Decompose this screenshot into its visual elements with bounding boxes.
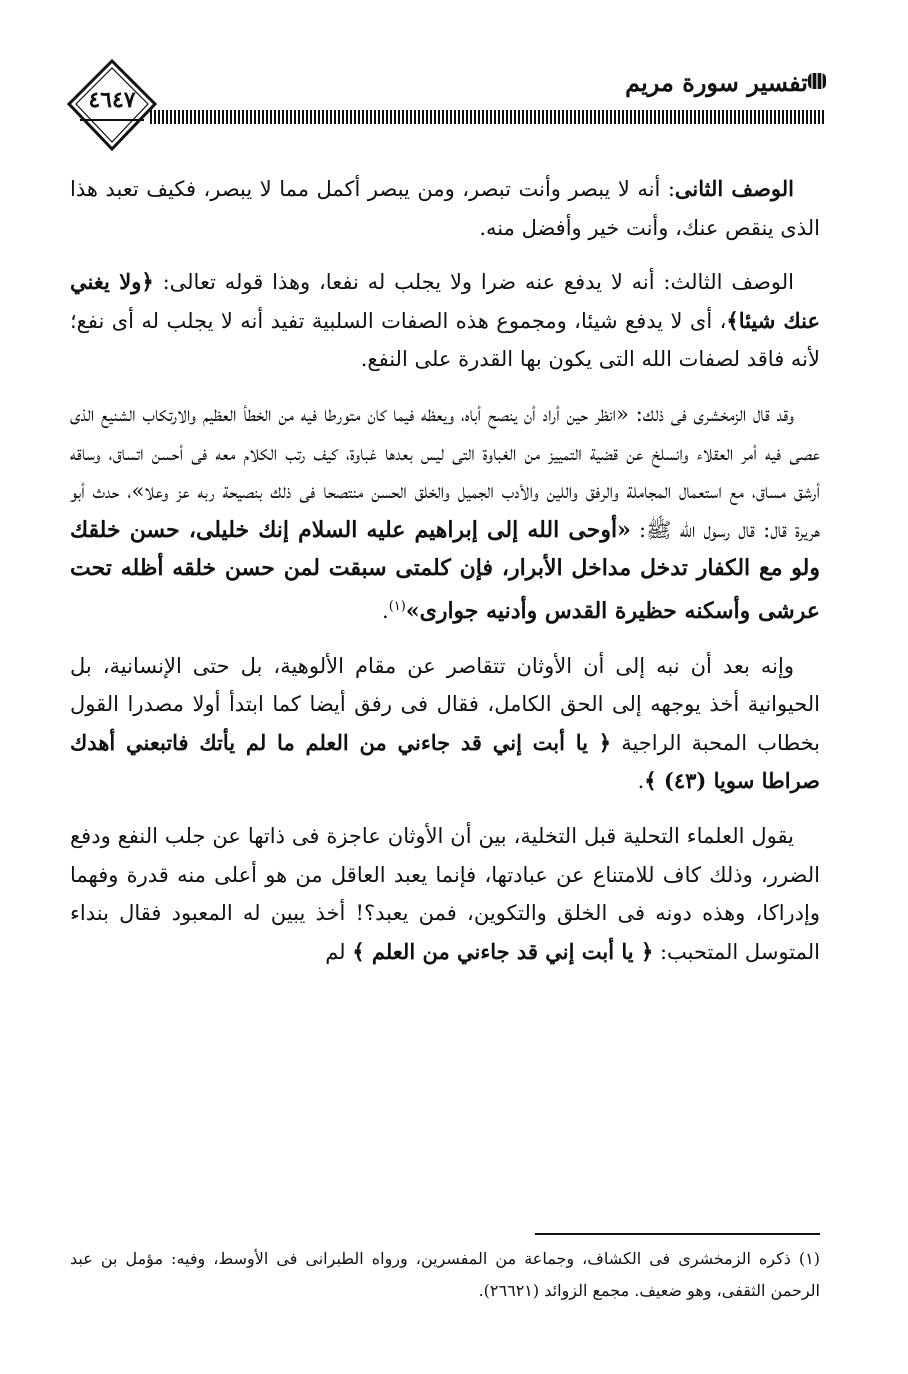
- ornament-icon: [806, 70, 828, 92]
- paragraph: [70, 395, 820, 631]
- footnote-separator: [535, 1233, 820, 1235]
- paragraph: [70, 263, 820, 379]
- paragraph-text: ، أى لا يدفع شيئا، ومجموع هذه الصفات السلبية تفيد أنه لا يجلب له أى نفع؛ لأنه فاقد لصفات الله التى يكون بها القدرة على النفع.: [70, 308, 820, 372]
- paragraph-end: .: [382, 598, 389, 623]
- paragraph: [70, 170, 820, 247]
- section-label: الوصف الثانى: [674, 176, 794, 201]
- paragraph-text: وإنه بعد أن نبه إلى أن الأوثان تتقاصر عن مقام الألوهية، بل حتى الإنسانية، بل الحيوانية أخذ يوجهه إلى الحق الكامل، فقال فى رفق أيضا كما ابتدأ أولا مصدرا القول بخطاب المحبة الراجية: [70, 653, 820, 755]
- page-number: ٤٦٤٧: [88, 87, 136, 113]
- paragraph-text: : أنه لا يبصر وأنت تبصر، ومن يبصر أكمل مما لا يبصر، فكيف تعبد هذا الذى ينقص عنك، وأنت خير وأفضل منه.: [70, 177, 820, 240]
- hadith-quote: «أوحى الله إلى إبراهيم عليه السلام إنك خليلى، حسن خلقك ولو مع الكفار تدخل مداخل الأبرار، فإن كلمتى سبقت لمن حسن خلقه أظله تحت عرشى وأسكنه حظيرة القدس وأدنيه جوارى»: [70, 516, 820, 624]
- quran-verse: ﴿ يا أبت إني قد جاءني من العلم ﴾: [352, 938, 654, 964]
- paragraph: [70, 647, 820, 801]
- paragraph-text: لم: [325, 939, 353, 964]
- paragraph-text: الوصف الثالث: أنه لا يدفع عنه ضرا ولا يجلب له نفعا، وهذا قوله تعالى:: [162, 270, 794, 295]
- footnotes: [70, 1243, 820, 1307]
- body-text: [70, 170, 820, 987]
- paragraph-end: .: [637, 769, 645, 794]
- header-rule: [150, 110, 826, 124]
- quran-verse: ﴿ولا يغني عنك شيئا﴾: [70, 269, 820, 333]
- running-header-title: تفسير سورة مريم: [625, 68, 808, 97]
- quran-verse: ﴿ يا أبت إني قد جاءني من العلم ما لم يأتك فاتبعني أهدك صراطا سويا (٤٣) ﴾: [70, 729, 820, 794]
- paragraph: [70, 817, 820, 971]
- paragraph-text: وقد قال الزمخشرى فى ذلك: «انظر حين أراد أن ينصح أباه، ويعظه فيما كان متورطا فيه من الخطأ العظيم والارتكاب الشنيع الذى عصى فيه أمر العقلاء وانسلخ عن قضية التمييز من الغباوة التى ليس بعدها غباوة، كيف رتب الكلام معه فى أحسن اتساق، وساقه أرشق مساق، مع استعمال المجاملة والرفق واللين والأدب الجميل والخلق الحسن منتصحا فى ذلك بنصيحة ربه عز وعلا»، حدث أبو هريرة قال: قال رسول الله ﷺ:: [70, 401, 820, 542]
- footnote: (١) ذكره الزمخشرى فى الكشاف، وجماعة من المفسرين، ورواه الطبرانى فى الأوسط، وفيه: مؤمل بن عبد الرحمن الثقفى، وهو ضعيف. مجمع الزوائد (٢٦٦٢١).: [70, 1249, 820, 1300]
- footnote-ref: (١): [388, 598, 406, 614]
- paragraph-text: يقول العلماء التحلية قبل التخلية، بين أن الأوثان عاجزة فى ذاتها عن جلب النفع ودفع الضرر، وذلك كاف للامتناع عن عبادتها، فإنما يعبد العاقل من هو أعلى منه قدرة وفهما وإدراكا، وهذه دونه فى الخلق والتكوين، فمن يعبد؟! أخذ يبين له المعبود فقال بنداء المتوسل المتحبب:: [70, 823, 820, 964]
